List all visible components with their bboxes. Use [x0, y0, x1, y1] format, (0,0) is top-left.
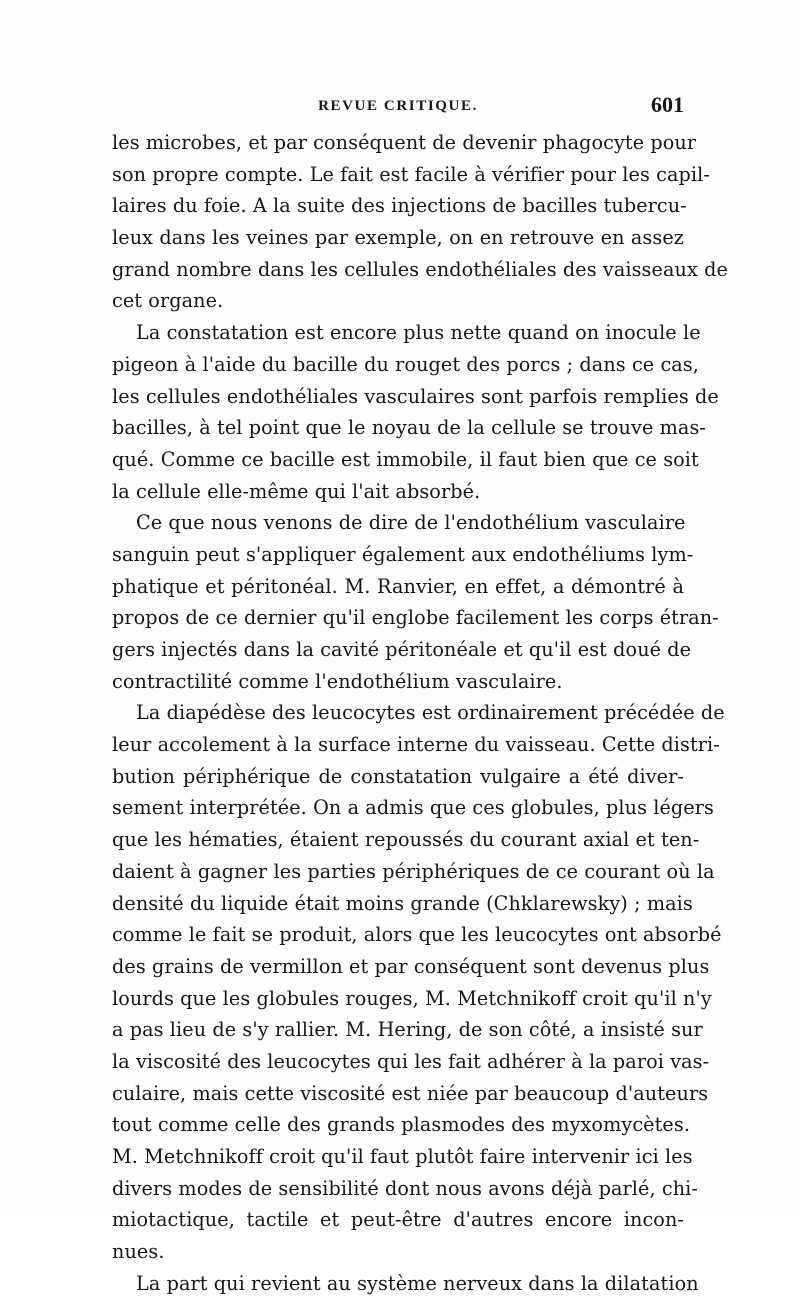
paragraph-4 [112, 697, 725, 1267]
text-line: propos de ce dernier qu'il englobe facilement les corps étran- [112, 606, 719, 630]
paragraph-1 [112, 127, 728, 317]
text-line: leux dans les veines par exemple, on en retrouve en assez [112, 226, 684, 250]
paragraph-2 [112, 317, 719, 507]
running-title: REVUE CRITIQUE. [318, 98, 478, 114]
text-line: miotactique, tactile et peut-être d'autres encore incon- [112, 1208, 684, 1232]
text-line: M. Metchnikoff croit qu'il faut plutôt faire intervenir ici les [112, 1145, 693, 1168]
text-line: gers injectés dans la cavité péritonéale et qu'il est doué de [112, 638, 692, 661]
text-line: les microbes, et par conséquent de devenir phagocyte pour [112, 131, 697, 154]
text-line: des grains de vermillon et par conséquent sont devenus plus [112, 954, 710, 978]
text-line: divers modes de sensibilité dont nous avons déjà parlé, chi- [112, 1176, 698, 1200]
running-head [112, 92, 684, 122]
text-line: cet organe. [112, 289, 224, 313]
text-line: densité du liquide était moins grande (Chklarewsky) ; mais [112, 891, 693, 915]
text-line: daient à gagner les parties périphériques de ce courant où la [112, 859, 715, 883]
text-line: laires du foie. A la suite des injections de bacilles tubercu- [112, 194, 687, 218]
text-line: La part qui revient au système nerveux dans la dilatation [136, 1271, 699, 1295]
text-line: la viscosité des leucocytes qui les fait adhérer à la paroi vas- [112, 1049, 710, 1073]
text-line: lourds que les globules rouges, M. Metchnikoff croit qu'il n'y [112, 986, 712, 1010]
text-line: que les hématies, étaient repoussés du courant axial et ten- [112, 828, 700, 852]
text-line: qué. Comme ce bacille est immobile, il faut bien que ce soit [112, 447, 699, 471]
text-line: son propre compte. Le fait est facile à vérifier pour les capil- [112, 162, 710, 186]
text-line: La constatation est encore plus nette quand on inocule le [136, 321, 701, 345]
paragraph-3 [112, 507, 719, 697]
text-line: contractilité comme l'endothélium vasculaire. [112, 669, 563, 693]
text-line: nues. [112, 1240, 165, 1264]
text-line: leur accolement à la surface interne du vaisseau. Cette distri- [112, 733, 720, 757]
text-line: bacilles, à tel point que le noyau de la cellule se trouve mas- [112, 416, 706, 440]
text-line: sement interprétée. On a admis que ces globules, plus légers [112, 796, 714, 820]
text-line: tout comme celle des grands plasmodes des myxomycètes. [112, 1113, 691, 1137]
text-line: phatique et péritonéal. M. Ranvier, en effet, a démontré à [112, 574, 684, 598]
text-line: les cellules endothéliales vasculaires sont parfois remplies de [112, 384, 719, 408]
text-line: grand nombre dans les cellules endothéliales des vaisseaux de [112, 257, 728, 281]
text-line: a pas lieu de s'y rallier. M. Hering, de son côté, a insisté sur [112, 1018, 703, 1042]
text-line: pigeon à l'aide du bacille du rouget des porcs ; dans ce cas, [112, 352, 699, 376]
text-line: bution périphérique de constatation vulgaire a été diver- [112, 764, 684, 788]
paragraph-5 [112, 1268, 699, 1299]
page-number: 601 [651, 92, 684, 117]
text-line: la cellule elle-même qui l'ait absorbé. [112, 479, 481, 503]
text-line: comme le fait se produit, alors que les leucocytes ont absorbé [112, 923, 722, 947]
body-text [112, 127, 728, 1299]
text-line: sanguin peut s'appliquer également aux endothéliums lym- [112, 542, 694, 566]
text-line: culaire, mais cette viscosité est niée par beaucoup d'auteurs [112, 1081, 709, 1105]
text-line: La diapédèse des leucocytes est ordinairement précédée de [136, 701, 725, 725]
text-line: Ce que nous venons de dire de l'endothélium vasculaire [136, 511, 686, 535]
